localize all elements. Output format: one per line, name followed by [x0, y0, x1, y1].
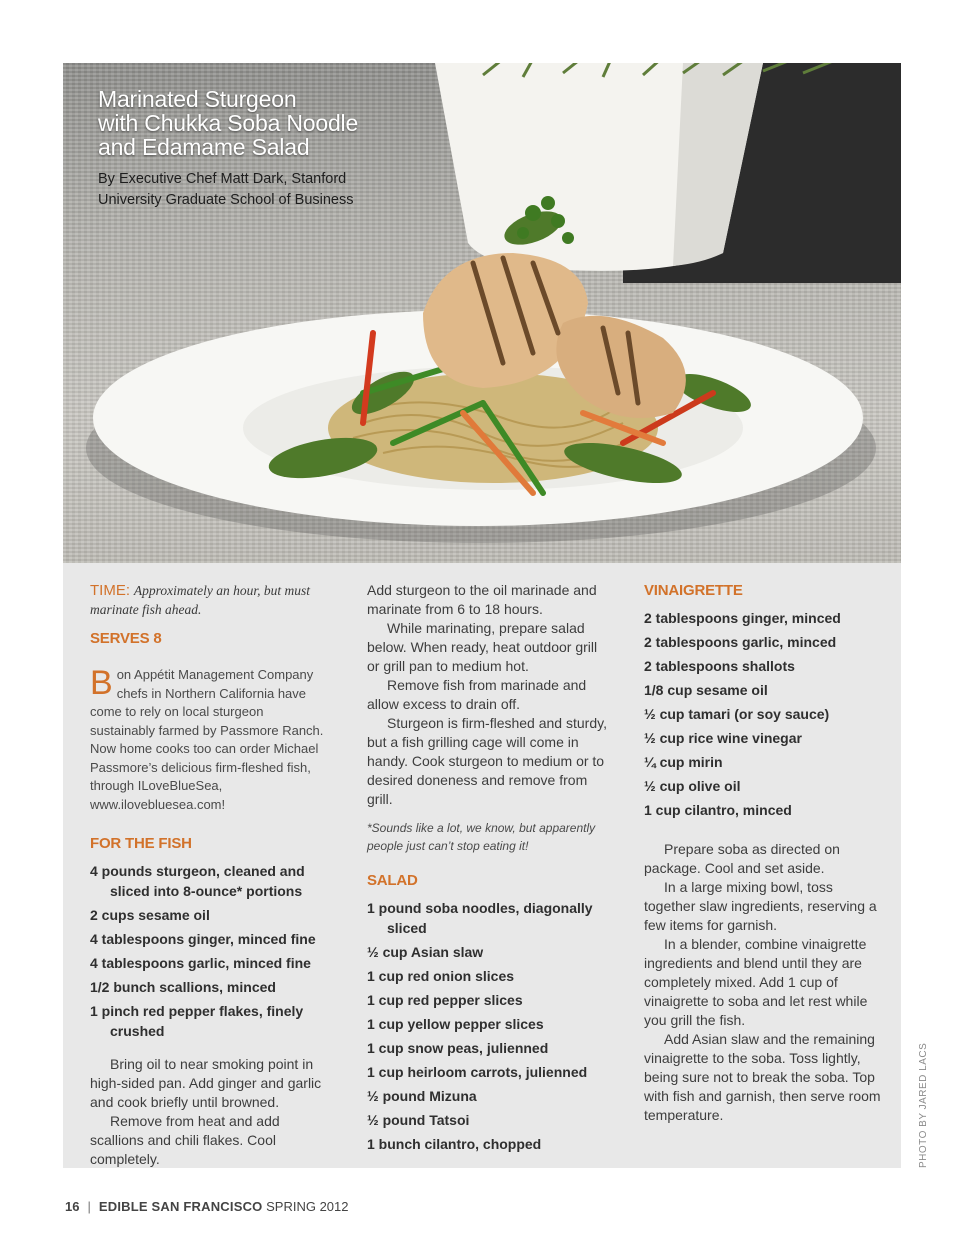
- footer-separator: |: [87, 1199, 91, 1214]
- recipe-panel: [63, 563, 901, 1168]
- byline-line-1: By Executive Chef Matt Dark, Stanford: [98, 171, 347, 187]
- column-3: [644, 581, 884, 1125]
- serves-heading: SERVES 8: [90, 630, 162, 647]
- hero-photo: [63, 63, 901, 563]
- step-paragraph: Remove fish from marinade and allow excess to drain off.: [367, 677, 587, 712]
- ingredient-item: 1 pound soba noodles, diagonally sliced: [367, 900, 593, 936]
- ingredient-item: 1 bunch cilantro, chopped: [367, 1136, 542, 1152]
- step-paragraph: Bring oil to near smoking point in high-sided pan. Add ginger and garlic and cook briefly until browned.: [90, 1056, 322, 1110]
- title-line-2: with Chukka Soba Noodle: [98, 110, 359, 136]
- step-paragraph: Remove from heat and add scallions and chili flakes. Cool completely.: [90, 1113, 280, 1167]
- issue-label: SPRING 2012: [266, 1199, 349, 1214]
- fish-heading: FOR THE FISH: [90, 835, 192, 852]
- intro-text: on Appétit Management Company chefs in Northern California have come to rely on local sturgeon sustainably farmed by Passmore Ranch. Now home cooks too can order Michael Passmore’s delicious firm-fleshed fish, through ILoveBlueSea, www.ilovebluesea.com!: [90, 667, 324, 812]
- ingredient-item: ½ cup tamari (or soy sauce): [644, 706, 830, 722]
- intro-paragraph: [90, 666, 330, 814]
- ingredient-item: ½ pound Mizuna: [367, 1088, 477, 1104]
- vinaigrette-heading: VINAIGRETTE: [644, 582, 743, 599]
- step-paragraph: Prepare soba as directed on package. Cool and set aside.: [644, 841, 840, 876]
- step-paragraph: Add Asian slaw and the remaining vinaigrette to the soba. Toss lightly, being sure not to break the soba. Top with fish and garnish, then serve room temperature.: [644, 1031, 881, 1123]
- ingredient-item: 1 cup heirloom carrots, julienned: [367, 1064, 588, 1080]
- footnote: *Sounds like a lot, we know, but apparently people just can’t stop eating it!: [367, 821, 596, 853]
- recipe-title: [98, 87, 358, 159]
- ingredient-item: 1 cup red pepper slices: [367, 992, 523, 1008]
- page-footer: [65, 1199, 348, 1214]
- ingredient-item: 1/8 cup sesame oil: [644, 682, 768, 698]
- ingredient-item: ½ pound Tatsoi: [367, 1112, 470, 1128]
- ingredient-item: 1 cup red onion slices: [367, 968, 515, 984]
- byline-line-2: University Graduate School of Business: [98, 192, 354, 208]
- ingredient-item: ½ cup rice wine vinegar: [644, 730, 802, 746]
- ingredient-item: 1 cup cilantro, minced: [644, 802, 792, 818]
- salad-heading: SALAD: [367, 872, 418, 889]
- time-label: TIME:: [90, 582, 130, 599]
- title-line-3: and Edamame Salad: [98, 134, 310, 160]
- step-paragraph: In a large mixing bowl, toss together slaw ingredients, reserving a few items for garnish.: [644, 879, 877, 933]
- time-line: [90, 581, 330, 619]
- ingredient-item: 4 pounds sturgeon, cleaned and sliced into 8-ounce* portions: [90, 863, 305, 899]
- recipe-byline: [98, 169, 354, 211]
- ingredient-item: 4 tablespoons garlic, minced fine: [90, 955, 311, 971]
- ingredient-item: 2 tablespoons ginger, minced: [644, 610, 841, 626]
- salad-ingredient-list: [367, 898, 607, 1154]
- fish-ingredient-list: [90, 861, 330, 1041]
- page-number: 16: [65, 1199, 80, 1214]
- ingredient-item: 2 tablespoons shallots: [644, 658, 795, 674]
- ingredient-item: 1/2 bunch scallions, minced: [90, 979, 276, 995]
- ingredient-item: 1 cup yellow pepper slices: [367, 1016, 544, 1032]
- ingredient-item: 2 tablespoons garlic, minced: [644, 634, 837, 650]
- column-2: [367, 581, 607, 1158]
- drop-cap: B: [90, 664, 113, 702]
- photo-credit: PHOTO BY JARED LACS: [918, 1042, 929, 1168]
- ingredient-item: 1 cup snow peas, julienned: [367, 1040, 549, 1056]
- vinaigrette-ingredient-list: [644, 608, 884, 820]
- step-paragraph: Sturgeon is firm-fleshed and sturdy, but a fish grilling cage will come in handy. Cook sturgeon to medium or to desired doneness and remove from grill.: [367, 715, 607, 807]
- column-1: [90, 581, 330, 1169]
- step-paragraph: In a blender, combine vinaigrette ingredients and blend until they are completely mixed. Add 1 cup of vinaigrette to soba and let rest while you grill the fish.: [644, 936, 868, 1028]
- ingredient-item: ½ cup Asian slaw: [367, 944, 484, 960]
- ingredient-item: ¼ cup mirin: [644, 754, 723, 770]
- magazine-name: EDIBLE SAN FRANCISCO: [98, 1199, 263, 1214]
- ingredient-item: 2 cups sesame oil: [90, 907, 210, 923]
- title-line-1: Marinated Sturgeon: [98, 86, 297, 112]
- ingredient-item: 4 tablespoons ginger, minced fine: [90, 931, 316, 947]
- ingredient-item: 1 pinch red pepper flakes, finely crushed: [90, 1003, 304, 1039]
- step-paragraph: Add sturgeon to the oil marinade and marinate from 6 to 18 hours.: [367, 582, 597, 617]
- step-paragraph: While marinating, prepare salad below. When ready, heat outdoor grill or grill pan to medium hot.: [367, 620, 598, 674]
- ingredient-item: ½ cup olive oil: [644, 778, 741, 794]
- time-text: Approximately an hour, but must marinate fish ahead.: [90, 583, 311, 617]
